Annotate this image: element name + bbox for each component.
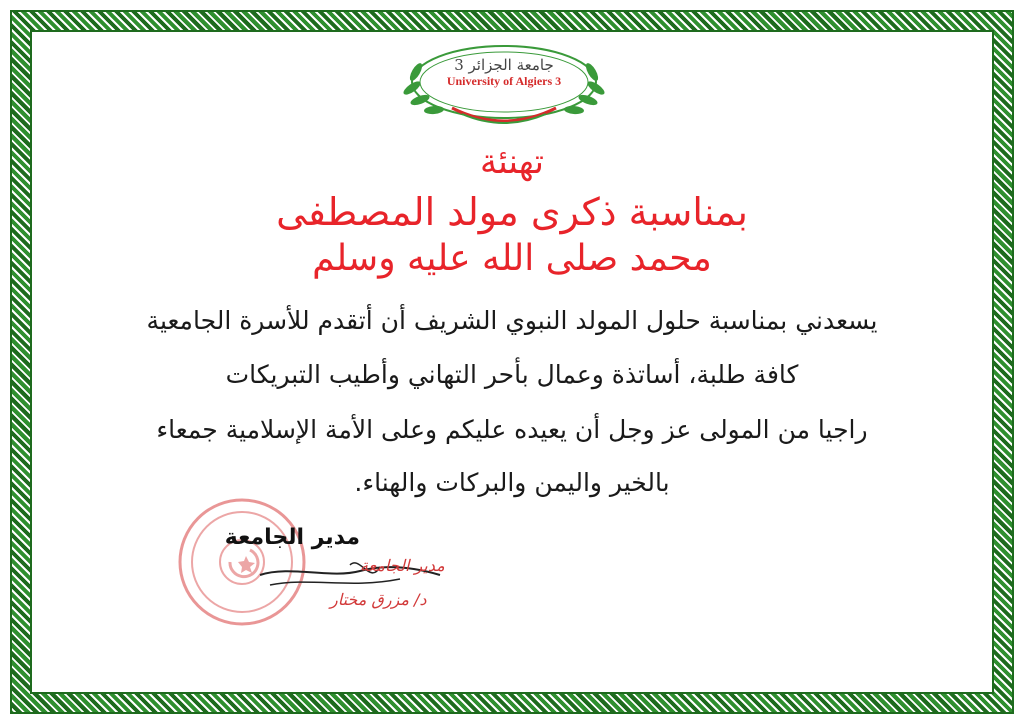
handwritten-title: مدير الجامعة [360, 556, 445, 575]
heading-occasion: بمناسبة ذكرى مولد المصطفى [276, 190, 748, 234]
logo-arabic-name: جامعة الجزائر 3 [454, 56, 554, 74]
heading-congratulations: تهنئة [480, 142, 544, 182]
university-logo [392, 42, 616, 136]
message-line: راجيا من المولى عز وجل أن يعيده عليكم وعلى الأمة الإسلامية جمعاء [156, 415, 868, 444]
message-line: كافة طلبة، أساتذة وعمال بأحر التهاني وأطيب التبريكات [225, 360, 799, 389]
heading-prophet-name: محمد صلى الله عليه وسلم [312, 238, 712, 279]
handwritten-name: د/ مزرق مختار [330, 590, 427, 609]
message-line: يسعدني بمناسبة حلول المولد النبوي الشريف أن أتقدم للأسرة الجامعية [146, 306, 878, 335]
signatory-title: مدير الجامعة [224, 525, 360, 550]
message-line: بالخير واليمن والبركات والهناء. [354, 468, 670, 497]
logo-english-name: University of Algiers 3 [446, 74, 562, 88]
